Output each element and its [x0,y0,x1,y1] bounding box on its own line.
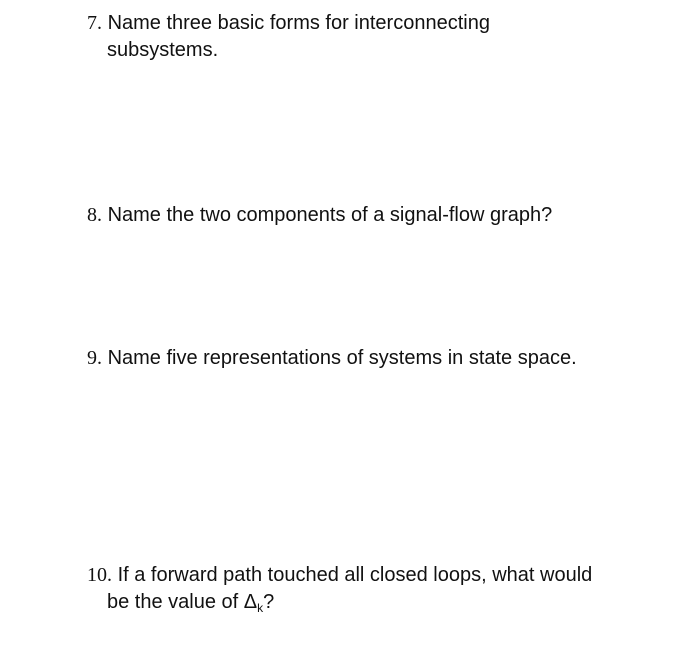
question-text: If a forward path touched all closed loops, what would [117,564,593,586]
question-text: Name three basic forms for interconnecting [107,12,490,34]
question-text: Name five representations of systems in state space. [107,347,577,369]
question-number: 8. [87,204,102,226]
question-number: 7. [87,12,102,34]
question-9 [87,345,647,372]
question-text-suffix: ? [263,591,275,613]
question-text: Name the two components of a signal-flow graph? [107,204,553,226]
question-text-prefix: be the value of [107,591,244,613]
question-8 [87,202,647,229]
question-number: 10. [87,564,112,586]
delta-symbol: Δ [243,591,258,613]
question-text-continued [87,589,647,616]
question-number: 9. [87,347,102,369]
delta-subscript: k [257,601,264,615]
question-text-continued: subsystems. [107,39,219,61]
question-7 [87,10,647,64]
question-10 [87,562,647,616]
